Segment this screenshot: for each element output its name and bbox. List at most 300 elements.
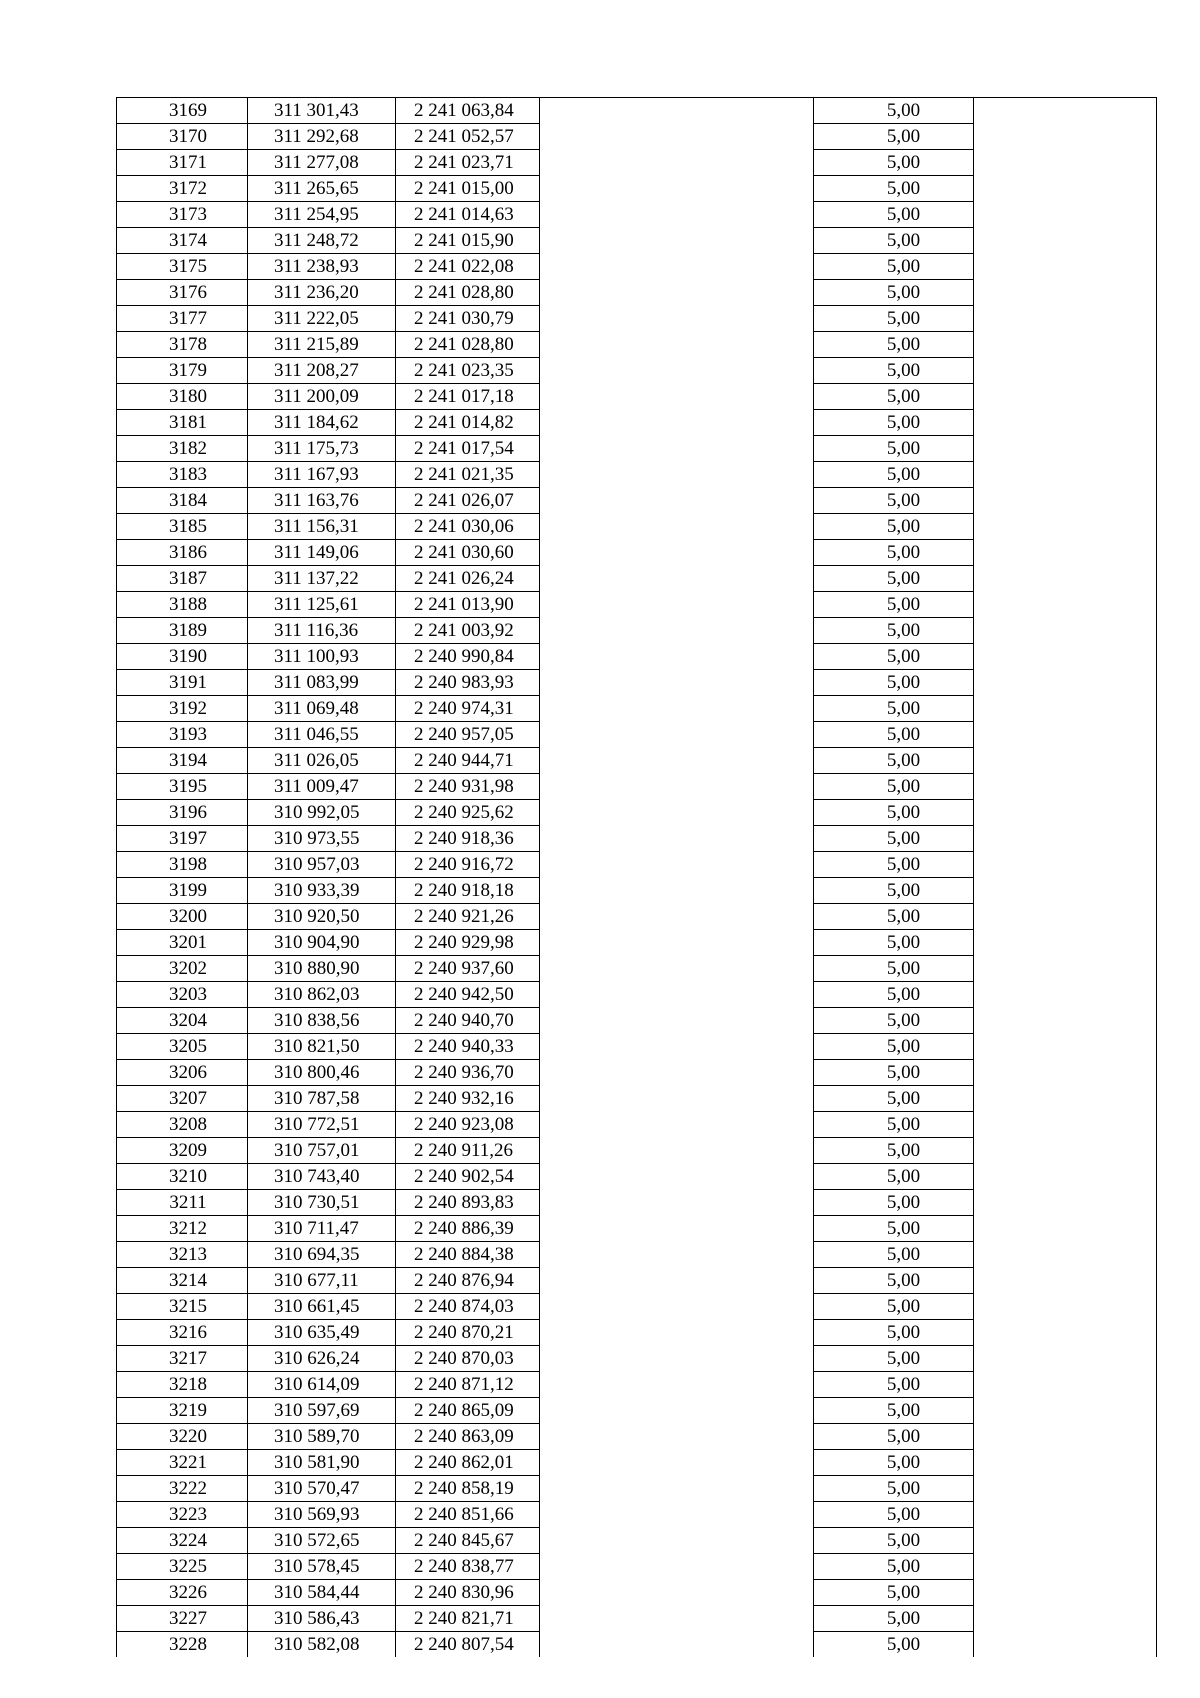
point-number-cell: 3170 [117,124,248,150]
table-row [117,852,1157,878]
y-coordinate-cell: 2 240 918,36 [396,826,540,852]
point-number-cell: 3173 [117,202,248,228]
empty-cell [540,150,814,176]
note-cell [974,1632,1157,1658]
point-number-cell: 3195 [117,774,248,800]
value-cell: 5,00 [814,696,974,722]
value-cell: 5,00 [814,566,974,592]
point-number-cell: 3206 [117,1060,248,1086]
value-cell: 5,00 [814,1580,974,1606]
empty-cell [540,1346,814,1372]
empty-cell [540,514,814,540]
x-coordinate-cell: 310 589,70 [248,1424,396,1450]
empty-cell [540,410,814,436]
point-number-cell: 3177 [117,306,248,332]
note-cell [974,1606,1157,1632]
y-coordinate-cell: 2 240 838,77 [396,1554,540,1580]
note-cell [974,956,1157,982]
table-row [117,306,1157,332]
note-cell [974,904,1157,930]
value-cell: 5,00 [814,1528,974,1554]
empty-cell [540,696,814,722]
x-coordinate-cell: 311 046,55 [248,722,396,748]
value-cell: 5,00 [814,774,974,800]
x-coordinate-cell: 310 800,46 [248,1060,396,1086]
y-coordinate-cell: 2 240 862,01 [396,1450,540,1476]
x-coordinate-cell: 310 743,40 [248,1164,396,1190]
y-coordinate-cell: 2 240 983,93 [396,670,540,696]
y-coordinate-cell: 2 240 886,39 [396,1216,540,1242]
point-number-cell: 3196 [117,800,248,826]
note-cell [974,384,1157,410]
table-row [117,98,1157,124]
empty-cell [540,1190,814,1216]
value-cell: 5,00 [814,228,974,254]
point-number-cell: 3190 [117,644,248,670]
value-cell: 5,00 [814,1502,974,1528]
empty-cell [540,488,814,514]
point-number-cell: 3191 [117,670,248,696]
note-cell [974,540,1157,566]
x-coordinate-cell: 310 578,45 [248,1554,396,1580]
y-coordinate-cell: 2 241 030,79 [396,306,540,332]
y-coordinate-cell: 2 241 014,82 [396,410,540,436]
y-coordinate-cell: 2 240 957,05 [396,722,540,748]
note-cell [974,592,1157,618]
x-coordinate-cell: 310 582,08 [248,1632,396,1658]
value-cell: 5,00 [814,1164,974,1190]
note-cell [974,774,1157,800]
table-row [117,878,1157,904]
table-row [117,280,1157,306]
note-cell [974,1034,1157,1060]
note-cell [974,696,1157,722]
x-coordinate-cell: 310 787,58 [248,1086,396,1112]
note-cell [974,150,1157,176]
point-number-cell: 3204 [117,1008,248,1034]
empty-cell [540,254,814,280]
y-coordinate-cell: 2 240 940,70 [396,1008,540,1034]
value-cell: 5,00 [814,1086,974,1112]
x-coordinate-cell: 310 711,47 [248,1216,396,1242]
point-number-cell: 3179 [117,358,248,384]
value-cell: 5,00 [814,1398,974,1424]
empty-cell [540,540,814,566]
y-coordinate-cell: 2 240 863,09 [396,1424,540,1450]
point-number-cell: 3218 [117,1372,248,1398]
point-number-cell: 3186 [117,540,248,566]
table-row [117,1112,1157,1138]
empty-cell [540,956,814,982]
note-cell [974,1346,1157,1372]
x-coordinate-cell: 311 238,93 [248,254,396,280]
table-row [117,514,1157,540]
value-cell: 5,00 [814,384,974,410]
y-coordinate-cell: 2 240 830,96 [396,1580,540,1606]
value-cell: 5,00 [814,670,974,696]
table-row [117,176,1157,202]
x-coordinate-cell: 310 597,69 [248,1398,396,1424]
x-coordinate-cell: 310 569,93 [248,1502,396,1528]
x-coordinate-cell: 311 175,73 [248,436,396,462]
note-cell [974,306,1157,332]
value-cell: 5,00 [814,150,974,176]
table-row [117,1450,1157,1476]
empty-cell [540,280,814,306]
x-coordinate-cell: 310 584,44 [248,1580,396,1606]
y-coordinate-cell: 2 241 030,06 [396,514,540,540]
y-coordinate-cell: 2 240 865,09 [396,1398,540,1424]
point-number-cell: 3228 [117,1632,248,1658]
table-row [117,488,1157,514]
y-coordinate-cell: 2 241 030,60 [396,540,540,566]
value-cell: 5,00 [814,592,974,618]
note-cell [974,202,1157,228]
point-number-cell: 3181 [117,410,248,436]
value-cell: 5,00 [814,280,974,306]
y-coordinate-cell: 2 240 845,67 [396,1528,540,1554]
x-coordinate-cell: 310 933,39 [248,878,396,904]
point-number-cell: 3184 [117,488,248,514]
empty-cell [540,982,814,1008]
value-cell: 5,00 [814,1060,974,1086]
value-cell: 5,00 [814,1216,974,1242]
table-row [117,254,1157,280]
point-number-cell: 3210 [117,1164,248,1190]
y-coordinate-cell: 2 241 003,92 [396,618,540,644]
empty-cell [540,1424,814,1450]
table-row [117,1060,1157,1086]
value-cell: 5,00 [814,1268,974,1294]
point-number-cell: 3192 [117,696,248,722]
table-row [117,1138,1157,1164]
x-coordinate-cell: 310 880,90 [248,956,396,982]
y-coordinate-cell: 2 240 923,08 [396,1112,540,1138]
point-number-cell: 3178 [117,332,248,358]
note-cell [974,254,1157,280]
y-coordinate-cell: 2 240 884,38 [396,1242,540,1268]
value-cell: 5,00 [814,176,974,202]
point-number-cell: 3222 [117,1476,248,1502]
table-row [117,358,1157,384]
note-cell [974,1190,1157,1216]
y-coordinate-cell: 2 241 013,90 [396,592,540,618]
table-row [117,332,1157,358]
table-row [117,1164,1157,1190]
note-cell [974,1580,1157,1606]
x-coordinate-cell: 310 821,50 [248,1034,396,1060]
table-row [117,566,1157,592]
x-coordinate-cell: 310 772,51 [248,1112,396,1138]
x-coordinate-cell: 310 920,50 [248,904,396,930]
coordinates-table [116,97,1157,1657]
empty-cell [540,592,814,618]
y-coordinate-cell: 2 241 015,00 [396,176,540,202]
x-coordinate-cell: 311 215,89 [248,332,396,358]
empty-cell [540,98,814,124]
note-cell [974,1398,1157,1424]
y-coordinate-cell: 2 241 028,80 [396,280,540,306]
value-cell: 5,00 [814,202,974,228]
x-coordinate-cell: 311 301,43 [248,98,396,124]
point-number-cell: 3225 [117,1554,248,1580]
point-number-cell: 3189 [117,618,248,644]
note-cell [974,800,1157,826]
table-row [117,930,1157,956]
y-coordinate-cell: 2 241 021,35 [396,462,540,488]
value-cell: 5,00 [814,124,974,150]
note-cell [974,1242,1157,1268]
value-cell: 5,00 [814,488,974,514]
empty-cell [540,1320,814,1346]
empty-cell [540,1450,814,1476]
point-number-cell: 3171 [117,150,248,176]
empty-cell [540,800,814,826]
x-coordinate-cell: 311 009,47 [248,774,396,800]
note-cell [974,358,1157,384]
table-row [117,1242,1157,1268]
x-coordinate-cell: 310 581,90 [248,1450,396,1476]
note-cell [974,1528,1157,1554]
table-row [117,1008,1157,1034]
table-row [117,1346,1157,1372]
y-coordinate-cell: 2 241 015,90 [396,228,540,254]
empty-cell [540,878,814,904]
value-cell: 5,00 [814,1008,974,1034]
y-coordinate-cell: 2 240 874,03 [396,1294,540,1320]
y-coordinate-cell: 2 240 807,54 [396,1632,540,1658]
y-coordinate-cell: 2 240 870,03 [396,1346,540,1372]
x-coordinate-cell: 311 254,95 [248,202,396,228]
point-number-cell: 3200 [117,904,248,930]
table-row [117,722,1157,748]
empty-cell [540,722,814,748]
note-cell [974,1502,1157,1528]
note-cell [974,514,1157,540]
point-number-cell: 3224 [117,1528,248,1554]
value-cell: 5,00 [814,1320,974,1346]
note-cell [974,566,1157,592]
empty-cell [540,1216,814,1242]
x-coordinate-cell: 311 149,06 [248,540,396,566]
value-cell: 5,00 [814,462,974,488]
table-row [117,982,1157,1008]
note-cell [974,1164,1157,1190]
y-coordinate-cell: 2 240 870,21 [396,1320,540,1346]
x-coordinate-cell: 310 586,43 [248,1606,396,1632]
note-cell [974,1268,1157,1294]
table-row [117,1424,1157,1450]
table-row [117,540,1157,566]
empty-cell [540,462,814,488]
table-row [117,592,1157,618]
empty-cell [540,384,814,410]
x-coordinate-cell: 311 236,20 [248,280,396,306]
y-coordinate-cell: 2 241 017,54 [396,436,540,462]
value-cell: 5,00 [814,514,974,540]
x-coordinate-cell: 310 677,11 [248,1268,396,1294]
table-row [117,1632,1157,1658]
x-coordinate-cell: 310 973,55 [248,826,396,852]
note-cell [974,1008,1157,1034]
point-number-cell: 3220 [117,1424,248,1450]
y-coordinate-cell: 2 240 921,26 [396,904,540,930]
value-cell: 5,00 [814,410,974,436]
table-row [117,1554,1157,1580]
x-coordinate-cell: 310 904,90 [248,930,396,956]
point-number-cell: 3213 [117,1242,248,1268]
value-cell: 5,00 [814,618,974,644]
empty-cell [540,644,814,670]
point-number-cell: 3219 [117,1398,248,1424]
value-cell: 5,00 [814,722,974,748]
table-row [117,1034,1157,1060]
note-cell [974,748,1157,774]
x-coordinate-cell: 310 635,49 [248,1320,396,1346]
y-coordinate-cell: 2 240 871,12 [396,1372,540,1398]
point-number-cell: 3215 [117,1294,248,1320]
y-coordinate-cell: 2 241 028,80 [396,332,540,358]
empty-cell [540,826,814,852]
point-number-cell: 3211 [117,1190,248,1216]
empty-cell [540,124,814,150]
value-cell: 5,00 [814,1606,974,1632]
empty-cell [540,1476,814,1502]
table-row [117,1528,1157,1554]
note-cell [974,488,1157,514]
note-cell [974,1216,1157,1242]
table-row [117,956,1157,982]
y-coordinate-cell: 2 240 929,98 [396,930,540,956]
note-cell [974,852,1157,878]
empty-cell [540,1086,814,1112]
point-number-cell: 3175 [117,254,248,280]
value-cell: 5,00 [814,1476,974,1502]
empty-cell [540,1606,814,1632]
y-coordinate-cell: 2 240 936,70 [396,1060,540,1086]
value-cell: 5,00 [814,1294,974,1320]
table-row [117,618,1157,644]
point-number-cell: 3187 [117,566,248,592]
empty-cell [540,1164,814,1190]
empty-cell [540,1008,814,1034]
value-cell: 5,00 [814,1138,974,1164]
x-coordinate-cell: 311 208,27 [248,358,396,384]
y-coordinate-cell: 2 240 932,16 [396,1086,540,1112]
value-cell: 5,00 [814,254,974,280]
empty-cell [540,1268,814,1294]
table-body [117,98,1157,1658]
value-cell: 5,00 [814,1554,974,1580]
empty-cell [540,1502,814,1528]
value-cell: 5,00 [814,332,974,358]
point-number-cell: 3197 [117,826,248,852]
value-cell: 5,00 [814,956,974,982]
x-coordinate-cell: 311 265,65 [248,176,396,202]
x-coordinate-cell: 311 100,93 [248,644,396,670]
point-number-cell: 3198 [117,852,248,878]
x-coordinate-cell: 310 626,24 [248,1346,396,1372]
x-coordinate-cell: 310 730,51 [248,1190,396,1216]
x-coordinate-cell: 310 614,09 [248,1372,396,1398]
value-cell: 5,00 [814,748,974,774]
x-coordinate-cell: 311 069,48 [248,696,396,722]
value-cell: 5,00 [814,1346,974,1372]
x-coordinate-cell: 310 838,56 [248,1008,396,1034]
x-coordinate-cell: 311 248,72 [248,228,396,254]
y-coordinate-cell: 2 241 014,63 [396,202,540,228]
table-row [117,1216,1157,1242]
empty-cell [540,1528,814,1554]
empty-cell [540,306,814,332]
empty-cell [540,202,814,228]
table-row [117,1580,1157,1606]
table-row [117,800,1157,826]
note-cell [974,618,1157,644]
empty-cell [540,618,814,644]
x-coordinate-cell: 311 125,61 [248,592,396,618]
value-cell: 5,00 [814,878,974,904]
empty-cell [540,1372,814,1398]
y-coordinate-cell: 2 240 893,83 [396,1190,540,1216]
point-number-cell: 3182 [117,436,248,462]
y-coordinate-cell: 2 241 063,84 [396,98,540,124]
value-cell: 5,00 [814,436,974,462]
y-coordinate-cell: 2 240 931,98 [396,774,540,800]
point-number-cell: 3207 [117,1086,248,1112]
empty-cell [540,1112,814,1138]
point-number-cell: 3201 [117,930,248,956]
document-page [116,97,1156,1657]
y-coordinate-cell: 2 241 022,08 [396,254,540,280]
note-cell [974,1424,1157,1450]
table-row [117,644,1157,670]
note-cell [974,98,1157,124]
empty-cell [540,332,814,358]
value-cell: 5,00 [814,358,974,384]
x-coordinate-cell: 311 277,08 [248,150,396,176]
point-number-cell: 3208 [117,1112,248,1138]
empty-cell [540,228,814,254]
note-cell [974,1476,1157,1502]
table-row [117,696,1157,722]
point-number-cell: 3169 [117,98,248,124]
x-coordinate-cell: 310 957,03 [248,852,396,878]
y-coordinate-cell: 2 241 023,71 [396,150,540,176]
empty-cell [540,1294,814,1320]
x-coordinate-cell: 311 137,22 [248,566,396,592]
value-cell: 5,00 [814,1034,974,1060]
point-number-cell: 3209 [117,1138,248,1164]
note-cell [974,1554,1157,1580]
value-cell: 5,00 [814,982,974,1008]
point-number-cell: 3180 [117,384,248,410]
note-cell [974,228,1157,254]
table-row [117,1502,1157,1528]
value-cell: 5,00 [814,1450,974,1476]
note-cell [974,1060,1157,1086]
note-cell [974,644,1157,670]
value-cell: 5,00 [814,1424,974,1450]
note-cell [974,436,1157,462]
point-number-cell: 3216 [117,1320,248,1346]
table-row [117,1294,1157,1320]
x-coordinate-cell: 310 570,47 [248,1476,396,1502]
point-number-cell: 3227 [117,1606,248,1632]
table-row [117,1190,1157,1216]
point-number-cell: 3202 [117,956,248,982]
empty-cell [540,1242,814,1268]
